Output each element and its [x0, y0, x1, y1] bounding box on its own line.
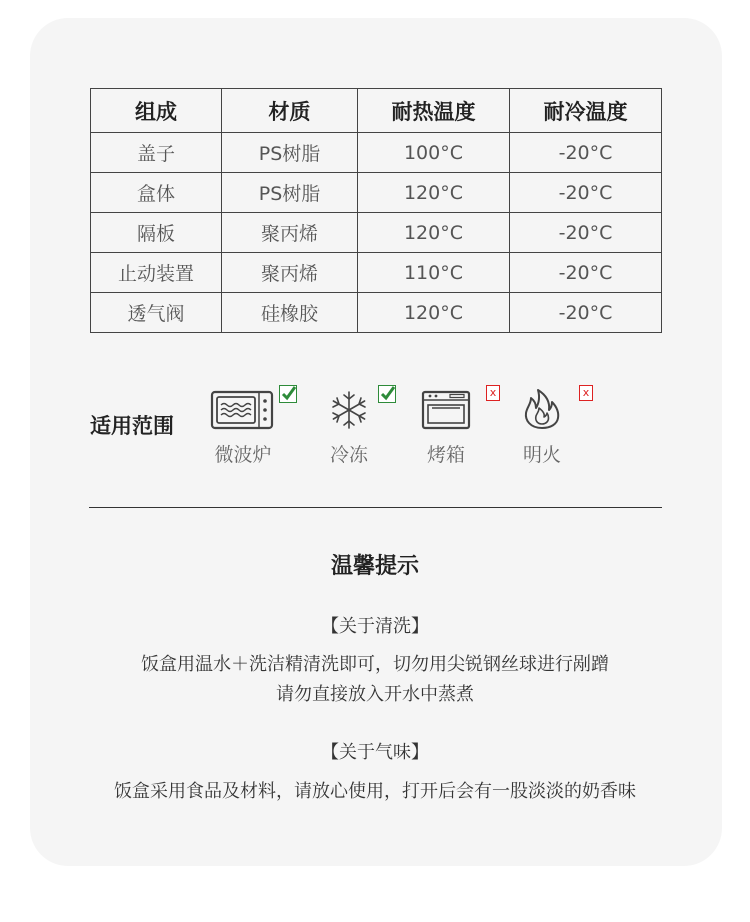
- cell-cold: -20°C: [510, 293, 662, 333]
- header-material: 材质: [222, 89, 358, 133]
- cleaning-text-line-1: 饭盒用温水＋洗洁精清洗即可，切勿用尖锐钢丝球进行剐蹭: [141, 654, 609, 675]
- microwave-icon: [203, 386, 283, 434]
- cell-material: PS树脂: [222, 173, 358, 213]
- cell-material: PS树脂: [222, 133, 358, 173]
- section-divider: [89, 507, 662, 508]
- flame-icon: [502, 386, 582, 434]
- usage-label: 明火: [522, 444, 561, 466]
- table-row: [91, 213, 662, 253]
- smell-text-line-1: 饭盒采用食品及材料，请放心使用，打开后会有一股淡淡的奶香味: [114, 781, 636, 802]
- cell-cold: -20°C: [510, 173, 662, 213]
- usage-title: 适用范围: [90, 414, 174, 438]
- cell-cold: -20°C: [510, 133, 662, 173]
- table-header-row: [91, 89, 662, 133]
- smell-title: 【关于气味】: [321, 742, 429, 763]
- tips-title: 温馨提示: [330, 554, 419, 579]
- cleaning-text-line-2: 请勿直接放入开水中蒸煮: [276, 684, 474, 705]
- cell-component: 止动装置: [91, 253, 222, 293]
- table-row: [91, 133, 662, 173]
- cell-heat: 120°C: [358, 293, 510, 333]
- cell-material: 聚丙烯: [222, 213, 358, 253]
- check-icon: [279, 385, 297, 403]
- cell-material: 聚丙烯: [222, 253, 358, 293]
- cell-heat: 100°C: [358, 133, 510, 173]
- table-row: [91, 253, 662, 293]
- snowflake-icon: [309, 386, 389, 434]
- check-icon: [378, 385, 396, 403]
- table-row: [91, 293, 662, 333]
- cell-component: 隔板: [91, 213, 222, 253]
- cell-component: 盒体: [91, 173, 222, 213]
- cell-heat: 120°C: [358, 173, 510, 213]
- header-cold-resistance: 耐冷温度: [510, 89, 662, 133]
- usage-label: 烤箱: [426, 444, 465, 466]
- table-row: [91, 173, 662, 213]
- header-component: 组成: [91, 89, 222, 133]
- cell-cold: -20°C: [510, 253, 662, 293]
- oven-icon: [406, 386, 486, 434]
- spec-table: [90, 88, 662, 333]
- cell-component: 盖子: [91, 133, 222, 173]
- cross-icon: x: [579, 385, 593, 401]
- header-heat-resistance: 耐热温度: [358, 89, 510, 133]
- cell-material: 硅橡胶: [222, 293, 358, 333]
- usage-label: 微波炉: [214, 444, 272, 466]
- cell-heat: 110°C: [358, 253, 510, 293]
- cell-heat: 120°C: [358, 213, 510, 253]
- cross-icon: x: [486, 385, 500, 401]
- cell-cold: -20°C: [510, 213, 662, 253]
- usage-label: 冷冻: [329, 444, 368, 466]
- cell-component: 透气阀: [91, 293, 222, 333]
- cleaning-title: 【关于清洗】: [321, 616, 429, 637]
